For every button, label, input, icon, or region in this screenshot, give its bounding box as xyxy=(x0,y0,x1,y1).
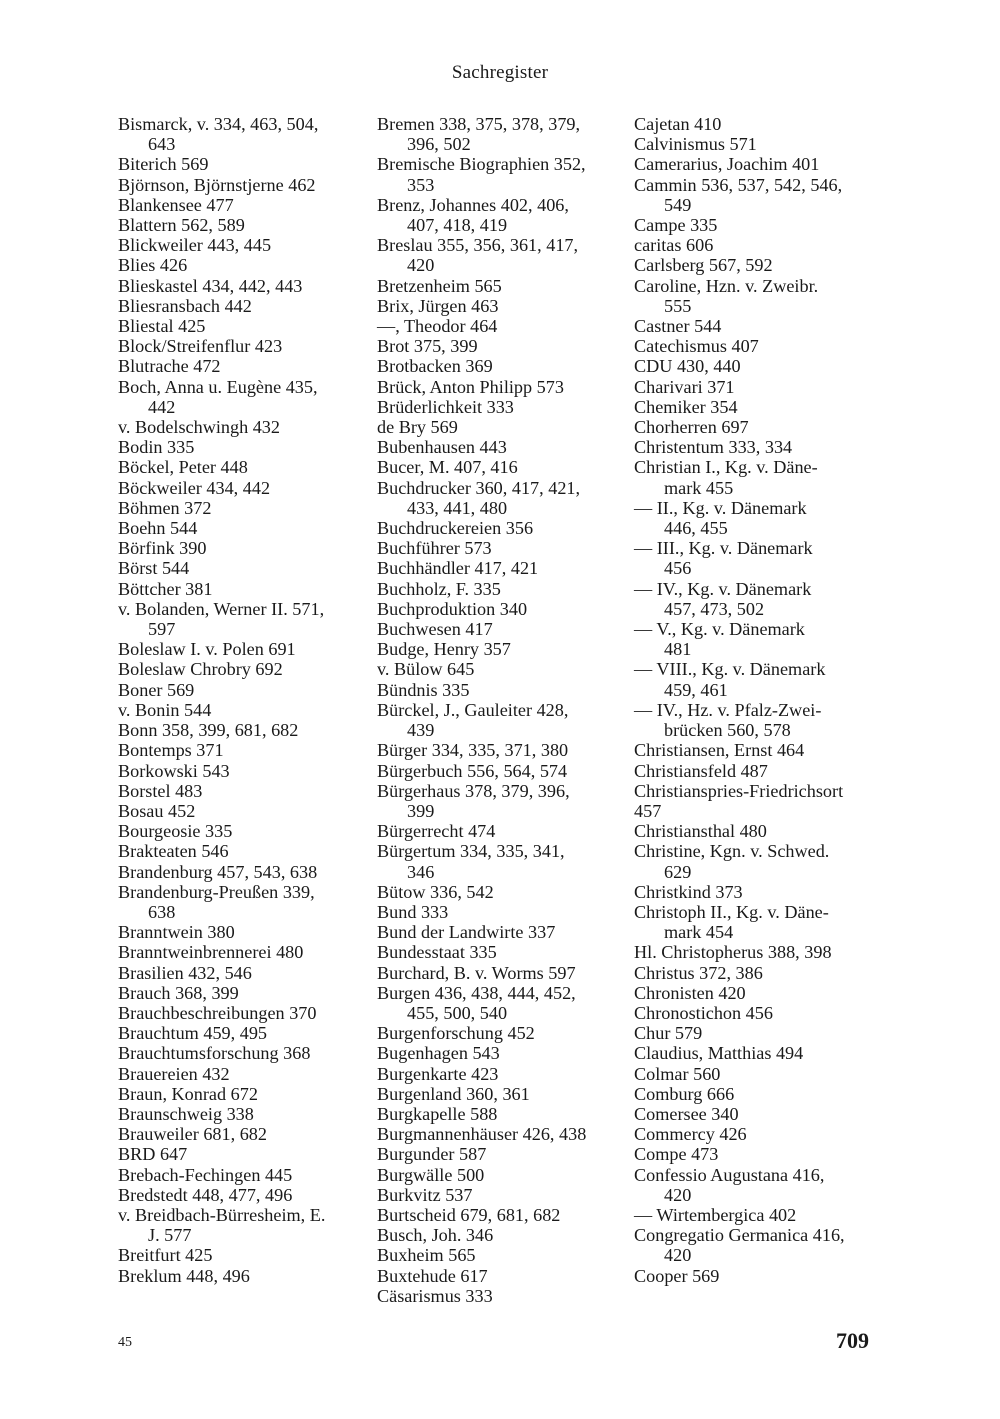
index-entry: Bütow 336, 542 xyxy=(377,881,494,902)
index-entry-continuation: 353 xyxy=(407,174,435,195)
index-entry: Buchhändler 417, 421 xyxy=(377,558,539,579)
index-entry: Commercy 426 xyxy=(634,1124,747,1145)
index-entry: Boleslaw Chrobry 692 xyxy=(118,659,283,680)
index-entry: Colmar 560 xyxy=(634,1063,721,1084)
index-entry: Blutrache 472 xyxy=(118,356,221,377)
index-entry-continuation: 420 xyxy=(664,1245,692,1266)
index-entry: Bündnis 335 xyxy=(377,679,470,700)
index-entry: Burchard, B. v. Worms 597 xyxy=(377,962,576,983)
index-entry: Bund 333 xyxy=(377,901,449,922)
index-entry: Burgenforschung 452 xyxy=(377,1023,535,1044)
index-entry: Christentum 333, 334 xyxy=(634,437,793,458)
signature-mark: 45 xyxy=(118,1335,132,1350)
index-entry-continuation: 399 xyxy=(407,800,435,821)
index-entry: Braunschweig 338 xyxy=(118,1103,254,1124)
index-entry: de Bry 569 xyxy=(377,417,458,438)
index-entry: — VIII., Kg. v. Dänemark xyxy=(634,659,826,680)
index-entry: Cäsarismus 333 xyxy=(377,1285,493,1306)
index-entry: Buxheim 565 xyxy=(377,1245,476,1266)
index-entry: Börfink 390 xyxy=(118,538,207,559)
index-entry: Bretzenheim 565 xyxy=(377,275,502,296)
index-entry: Burgunder 587 xyxy=(377,1144,487,1165)
index-entry: Christiansfeld 487 xyxy=(634,760,768,781)
index-entry: Burgkapelle 588 xyxy=(377,1103,498,1124)
index-entry: Campe 335 xyxy=(634,215,718,236)
index-entry: Bürgertum 334, 335, 341, xyxy=(377,841,565,862)
index-entry: Brandenburg 457, 543, 638 xyxy=(118,861,318,882)
index-entry: Bremische Biographien 352, xyxy=(377,154,586,175)
index-entry: — IV., Kg. v. Dänemark xyxy=(634,578,812,599)
index-entry: Carlsberg 567, 592 xyxy=(634,255,773,276)
index-entry: Blattern 562, 589 xyxy=(118,215,245,236)
index-entry: Chorherren 697 xyxy=(634,417,749,438)
index-entry-continuation: 346 xyxy=(407,861,435,882)
index-entry: Börst 544 xyxy=(118,558,190,579)
index-entry: Blankensee 477 xyxy=(118,194,234,215)
index-entry: — Wirtembergica 402 xyxy=(634,1204,797,1225)
index-entry: Caroline, Hzn. v. Zweibr. xyxy=(634,275,819,296)
index-entry: Comburg 666 xyxy=(634,1083,735,1104)
index-entry: Charivari 371 xyxy=(634,376,735,397)
index-entry: Camerarius, Joachim 401 xyxy=(634,154,820,175)
index-entry: Bodin 335 xyxy=(118,437,195,458)
index-entry-continuation: 433, 441, 480 xyxy=(407,497,508,518)
index-entry: Christoph II., Kg. v. Däne- xyxy=(634,901,829,922)
index-entry: Burtscheid 679, 681, 682 xyxy=(377,1204,561,1225)
index-entry: Blieskastel 434, 442, 443 xyxy=(118,275,303,296)
index-entry: Comersee 340 xyxy=(634,1103,739,1124)
index-entry: Buchdrucker 360, 417, 421, xyxy=(377,477,581,498)
index-entry: Biterich 569 xyxy=(118,154,209,175)
index-entry: Brauchtumsforschung 368 xyxy=(118,1043,311,1064)
index-entry: Compe 473 xyxy=(634,1144,719,1165)
index-entry: Brebach-Fechingen 445 xyxy=(118,1164,293,1185)
index-entry: Bliesransbach 442 xyxy=(118,295,252,316)
index-entry: Christiansthal 480 xyxy=(634,821,767,842)
index-entry: Björnson, Björnstjerne 462 xyxy=(118,174,316,195)
index-entry: Bosau 452 xyxy=(118,800,196,821)
index-entry: Bundesstaat 335 xyxy=(377,942,497,963)
page-number: 709 xyxy=(836,1328,869,1353)
index-entry: Brasilien 432, 546 xyxy=(118,962,252,983)
index-entry: Böckweiler 434, 442 xyxy=(118,477,271,498)
index-entry: Brix, Jürgen 463 xyxy=(377,295,499,316)
index-entry: Busch, Joh. 346 xyxy=(377,1225,494,1246)
index-entry: Congregatio Germanica 416, xyxy=(634,1225,845,1246)
index-entry: Brauereien 432 xyxy=(118,1063,230,1084)
index-entry: Burkvitz 537 xyxy=(377,1184,473,1205)
index-entry: Brandenburg-Preußen 339, xyxy=(118,881,315,902)
index-entry: Blies 426 xyxy=(118,255,188,276)
index-entry-continuation: brücken 560, 578 xyxy=(664,720,791,741)
index-entry: Böckel, Peter 448 xyxy=(118,457,248,478)
index-entry: Christiansen, Ernst 464 xyxy=(634,740,805,761)
index-entry: — III., Kg. v. Dänemark xyxy=(634,538,813,559)
index-entry: v. Bülow 645 xyxy=(377,659,475,680)
index-entry: Brauchbeschreibungen 370 xyxy=(118,1002,317,1023)
index-entry: Boch, Anna u. Eugène 435, xyxy=(118,376,318,397)
index-entry: Burgen 436, 438, 444, 452, xyxy=(377,982,576,1003)
index-entry: Borkowski 543 xyxy=(118,760,230,781)
index-entry: Budge, Henry 357 xyxy=(377,639,511,660)
index-entry: Cooper 569 xyxy=(634,1265,720,1286)
index-entry-continuation: 420 xyxy=(407,255,435,276)
index-entry: Bredstedt 448, 477, 496 xyxy=(118,1184,293,1205)
index-entry: Burgenkarte 423 xyxy=(377,1063,499,1084)
index-entry: Buchproduktion 340 xyxy=(377,598,528,619)
index-entry-continuation: 439 xyxy=(407,720,435,741)
index-entry: Buchholz, F. 335 xyxy=(377,578,501,599)
index-entry: Brüderlichkeit 333 xyxy=(377,396,514,417)
index-entry: Buchdruckereien 356 xyxy=(377,518,534,539)
page-header: Sachregister xyxy=(451,62,549,83)
index-entry: Brauweiler 681, 682 xyxy=(118,1124,267,1145)
index-entry: — V., Kg. v. Dänemark xyxy=(634,619,805,640)
index-entry: Castner 544 xyxy=(634,316,722,337)
index-entry: Bürgerhaus 378, 379, 396, xyxy=(377,780,570,801)
index-entry: Bürgerrecht 474 xyxy=(377,821,496,842)
index-entry: 457 xyxy=(634,800,662,821)
index-entry: caritas 606 xyxy=(634,235,714,256)
index-entry: Boehn 544 xyxy=(118,518,198,539)
index-column-2 xyxy=(377,114,625,1306)
index-entry: Brauchtum 459, 495 xyxy=(118,1023,268,1044)
index-entry: Christkind 373 xyxy=(634,881,743,902)
index-entry: Bürgerbuch 556, 564, 574 xyxy=(377,760,568,781)
index-entry: Confessio Augustana 416, xyxy=(634,1164,825,1185)
index-entry: Buchführer 573 xyxy=(377,538,492,559)
index-entry: Bucer, M. 407, 416 xyxy=(377,457,518,478)
index-entry: Christian I., Kg. v. Däne- xyxy=(634,457,818,478)
index-entry-continuation: 457, 473, 502 xyxy=(664,598,765,619)
index-entry: Bontemps 371 xyxy=(118,740,224,761)
index-entry: Breitfurt 425 xyxy=(118,1245,213,1266)
index-entry-continuation: 459, 461 xyxy=(664,679,728,700)
index-entry-continuation: 420 xyxy=(664,1184,692,1205)
index-entry: Breklum 448, 496 xyxy=(118,1265,250,1286)
index-entry: Bremen 338, 375, 378, 379, xyxy=(377,114,581,134)
index-entry: Bund der Landwirte 337 xyxy=(377,922,556,943)
index-entry: Boner 569 xyxy=(118,679,195,700)
index-entry: Böttcher 381 xyxy=(118,578,213,599)
index-entry: Bürger 334, 335, 371, 380 xyxy=(377,740,569,761)
index-entry: Buxtehude 617 xyxy=(377,1265,488,1286)
index-entry-continuation: 442 xyxy=(148,396,176,417)
index-entry: Burgmannenhäuser 426, 438 xyxy=(377,1124,587,1145)
index-entry-continuation: mark 455 xyxy=(664,477,734,498)
index-entry: Christine, Kgn. v. Schwed. xyxy=(634,841,830,862)
index-entry: Breslau 355, 356, 361, 417, xyxy=(377,235,579,256)
index-entry: v. Breidbach-Bürresheim, E. xyxy=(118,1204,326,1225)
index-entry: —, Theodor 464 xyxy=(377,316,498,337)
index-entry: Cammin 536, 537, 542, 546, xyxy=(634,174,843,195)
index-entry: v. Bodelschwingh 432 xyxy=(118,417,280,438)
index-entry: Borstel 483 xyxy=(118,780,203,801)
index-entry-continuation: 456 xyxy=(664,558,692,579)
index-entry: Bismarck, v. 334, 463, 504, xyxy=(118,114,319,134)
index-entry: Blickweiler 443, 445 xyxy=(118,235,272,256)
index-entry: v. Bonin 544 xyxy=(118,699,212,720)
index-entry: Chronostichon 456 xyxy=(634,1002,773,1023)
index-entry: Bugenhagen 543 xyxy=(377,1043,500,1064)
index-column-3 xyxy=(634,114,882,1286)
index-entry: CDU 430, 440 xyxy=(634,356,741,377)
index-entry: Brenz, Johannes 402, 406, xyxy=(377,194,569,215)
index-entry-continuation: J. 577 xyxy=(148,1225,192,1246)
index-entry: Bourgeosie 335 xyxy=(118,821,233,842)
index-entry: Buchwesen 417 xyxy=(377,619,493,640)
index-entry: Chur 579 xyxy=(634,1023,703,1044)
index-entry-continuation: 446, 455 xyxy=(664,518,728,539)
index-entry: Christianspries-Friedrichsort xyxy=(634,780,844,801)
index-entry: Bonn 358, 399, 681, 682 xyxy=(118,720,299,741)
index-entry-continuation: 455, 500, 540 xyxy=(407,1002,508,1023)
index-entry-continuation: 629 xyxy=(664,861,692,882)
index-entry: BRD 647 xyxy=(118,1144,188,1165)
index-column-1 xyxy=(118,114,366,1286)
index-entry: Brot 375, 399 xyxy=(377,336,478,357)
index-entry: Bürckel, J., Gauleiter 428, xyxy=(377,699,569,720)
index-entry-continuation: 555 xyxy=(664,295,692,316)
index-entry: Calvinismus 571 xyxy=(634,134,757,155)
index-entry: — IV., Hz. v. Pfalz-Zwei- xyxy=(634,699,822,720)
index-entry-continuation: 481 xyxy=(664,639,692,660)
index-entry-continuation: 549 xyxy=(664,194,692,215)
index-entry: v. Bolanden, Werner II. 571, xyxy=(118,598,325,619)
index-entry: Branntwein 380 xyxy=(118,922,235,943)
index-entry: Brauch 368, 399 xyxy=(118,982,239,1003)
index-entry: Bubenhausen 443 xyxy=(377,437,507,458)
index-entry: Chemiker 354 xyxy=(634,396,738,417)
index-entry-continuation: 407, 418, 419 xyxy=(407,215,508,236)
index-entry: Brück, Anton Philipp 573 xyxy=(377,376,564,397)
index-entry: Brakteaten 546 xyxy=(118,841,229,862)
index-entry: Bliestal 425 xyxy=(118,316,206,337)
index-entry: Burgenland 360, 361 xyxy=(377,1083,530,1104)
index-entry: Claudius, Matthias 494 xyxy=(634,1043,804,1064)
index-entry: Christus 372, 386 xyxy=(634,962,763,983)
index-entry: Burgwälle 500 xyxy=(377,1164,485,1185)
index-entry: Boleslaw I. v. Polen 691 xyxy=(118,639,296,660)
index-entry-continuation: 396, 502 xyxy=(407,134,471,155)
index-entry: Catechismus 407 xyxy=(634,336,759,357)
index-entry: — II., Kg. v. Dänemark xyxy=(634,497,807,518)
index-entry: Branntweinbrennerei 480 xyxy=(118,942,304,963)
index-entry-continuation: 597 xyxy=(148,619,176,640)
index-entry: Hl. Christopherus 388, 398 xyxy=(634,942,832,963)
index-entry-continuation: mark 454 xyxy=(664,922,734,943)
index-entry: Brotbacken 369 xyxy=(377,356,493,377)
index-entry-continuation: 643 xyxy=(148,134,176,155)
index-entry: Chronisten 420 xyxy=(634,982,746,1003)
index-entry: Braun, Konrad 672 xyxy=(118,1083,258,1104)
index-entry-continuation: 638 xyxy=(148,901,176,922)
index-entry: Cajetan 410 xyxy=(634,114,722,134)
index-entry: Böhmen 372 xyxy=(118,497,212,518)
index-entry: Block/Streifenflur 423 xyxy=(118,336,283,357)
